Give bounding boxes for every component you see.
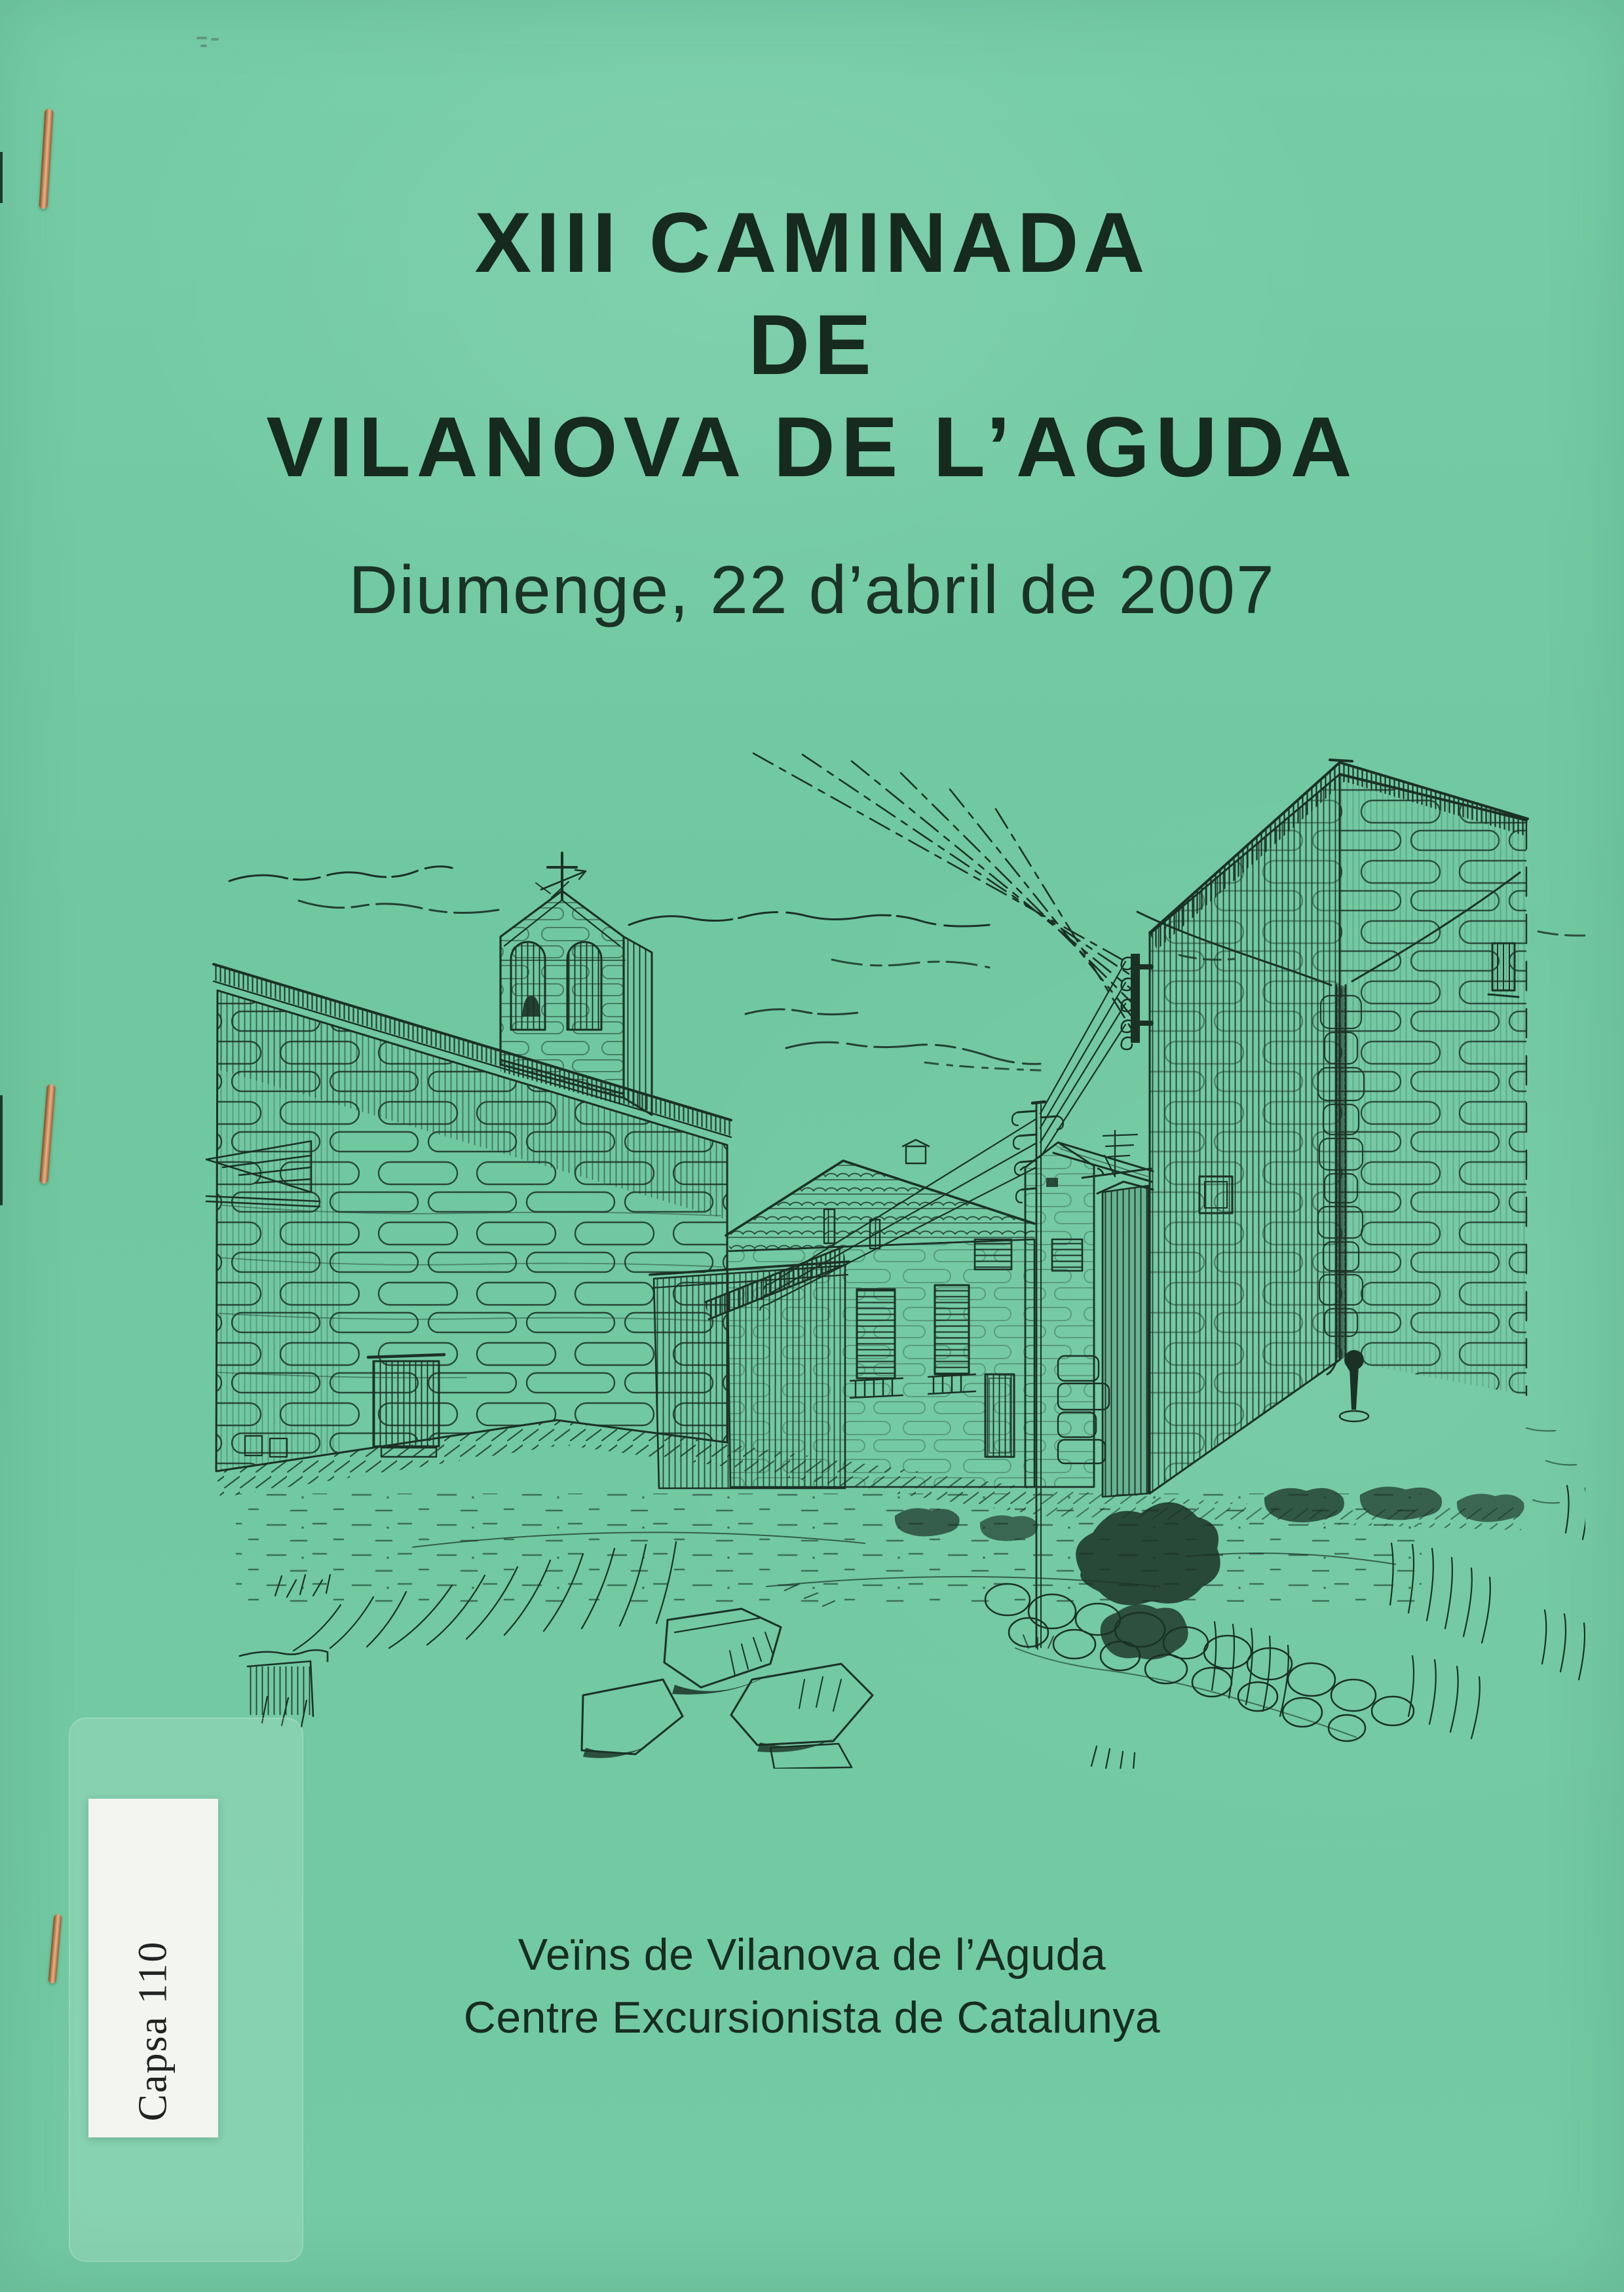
village-illustration (177, 734, 1585, 1769)
scan-edge-artifact (0, 1095, 3, 1205)
wire-bracket (1122, 954, 1151, 1049)
pencil-marks (197, 37, 223, 50)
foreground-rocks (582, 1609, 873, 1769)
archive-label-text-wrap (88, 1799, 218, 2137)
title-line-2: DE (748, 297, 876, 392)
stone-tower (1137, 760, 1528, 1494)
staple-icon (39, 1084, 56, 1184)
title-line-3: VILANOVA DE L’AGUDA (266, 399, 1358, 495)
overhead-wires (753, 753, 1135, 1035)
archive-label-text: Capsa 110 (130, 1940, 176, 2122)
organizer-line-1: Veïns de Vilanova de l’Aguda (518, 1930, 1106, 1980)
title-line-1: XIII CAMINADA (474, 195, 1150, 290)
bell-gable (500, 853, 652, 1115)
event-date: Diumenge, 22 d’abril de 2007 (349, 552, 1275, 628)
page-title (0, 191, 1624, 498)
organizer-line-2: Centre Excursionista de Catalunya (463, 1993, 1161, 2042)
